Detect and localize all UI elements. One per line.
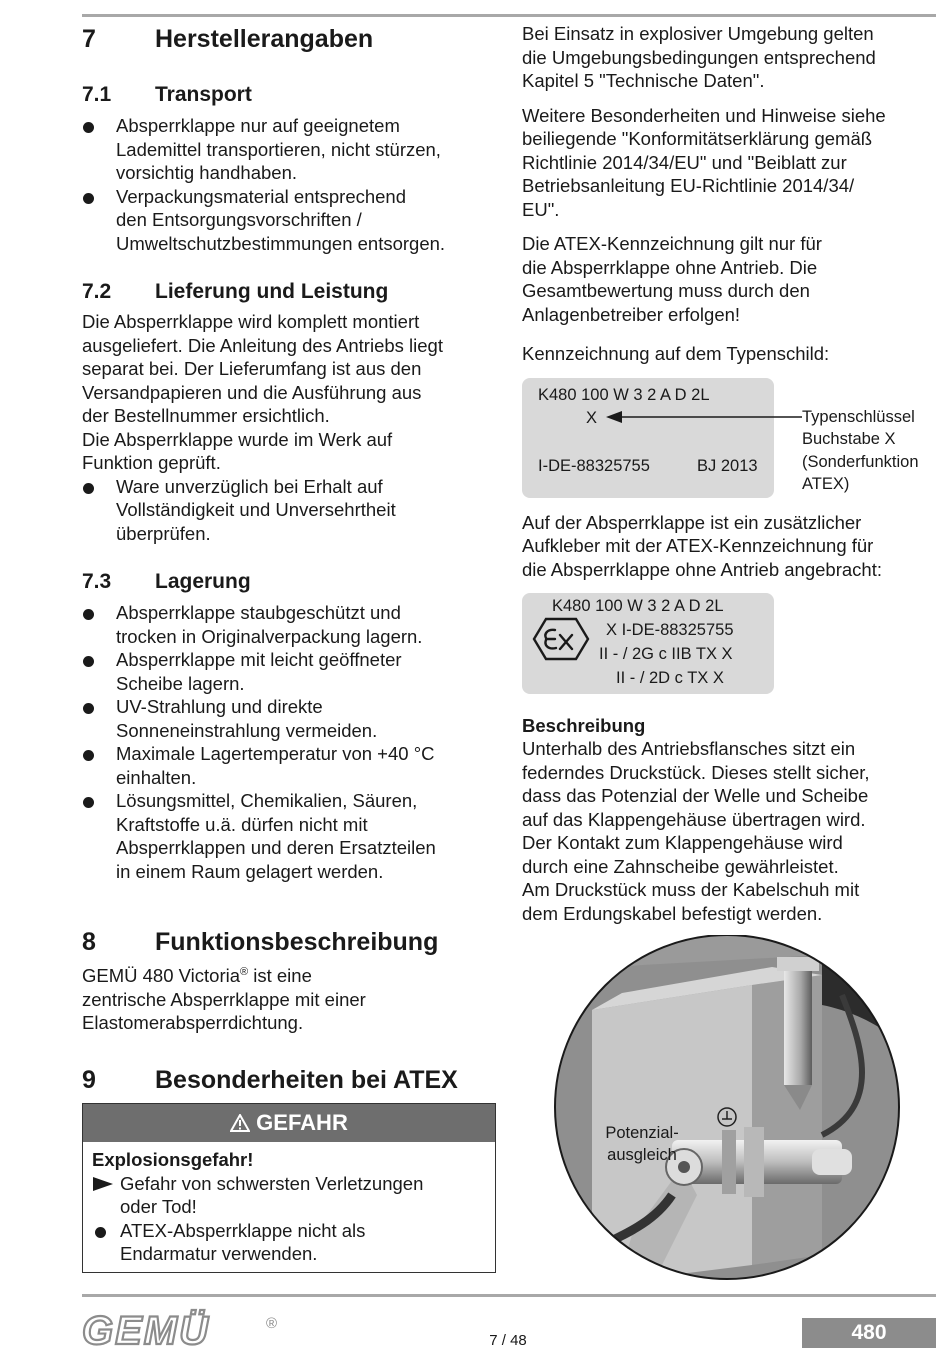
list-item: UV-Strahlung und direkte Sonneneinstrahlung vermeiden. xyxy=(82,695,497,742)
heading-section-8: 8 Funktionsbeschreibung xyxy=(82,928,439,956)
grounding-detail-illustration xyxy=(522,935,936,1285)
footer-rule xyxy=(82,1294,936,1297)
warning-triangle-icon xyxy=(230,1114,250,1132)
ex-hexagon-icon xyxy=(532,617,590,661)
atex-paragraph-2: Weitere Besonderheiten und Hinweise siehe beiliegende "Konformitätserklärung gemäß Richtlinie 2014/34/EU" und "Beiblatt zur Betriebsanleitung EU-Richtlinie 2014/34/ EU". xyxy=(522,104,886,220)
typeplate-code: K480 100 W 3 2 A D 2L xyxy=(538,385,710,404)
sticker-intro: Auf der Absperrklappe ist ein zusätzlicher Aufkleber mit der ATEX-Kennzeichnung für die Absperrklappe ohne Antrieb angebracht: xyxy=(522,511,882,580)
list-item: Absperrklappe staubgeschützt und trocken in Originalverpackung lagern. xyxy=(82,601,497,648)
sticker-line-3: II - / 2G c IIB TX X xyxy=(599,645,733,663)
product-badge: 480 xyxy=(802,1318,936,1348)
storage-list xyxy=(82,601,497,883)
danger-title: Explosionsgefahr! xyxy=(92,1148,254,1170)
left-column xyxy=(82,18,497,1273)
callout-arrow-icon xyxy=(606,410,806,424)
typeplate-figure xyxy=(522,378,936,502)
sticker-line-1: K480 100 W 3 2 A D 2L xyxy=(552,597,724,615)
typeplate-callout: Typenschlüssel Buchstabe X (Sonderfunktion ATEX) xyxy=(802,407,919,493)
list-item: Lösungsmittel, Chemikalien, Säuren, Kraftstoffe u.ä. dürfen nicht mit Absperrklappen und deren Ersatzteilen in einem Raum gelagert werden. xyxy=(82,789,497,883)
sticker-line-4: II - / 2D c TX X xyxy=(616,669,724,687)
right-column xyxy=(522,22,936,925)
description-text: Unterhalb des Antriebsflansches sitzt ein federndes Druckstück. Dieses stellt sicher, dass das Potenzial der Welle und Scheibe auf das Klappengehäuse übertragen wird. Der Kontakt zum Klappengehäuse wird durch eine Zahnscheibe gewährleistet. Am Druckstück muss der Kabelschuh mit dem Erdungskabel befestigt werden. xyxy=(522,738,870,924)
danger-header: GEFAHR xyxy=(83,1104,495,1142)
list-item: Absperrklappe mit leicht geöffneter Scheibe lagern. xyxy=(82,648,497,695)
list-item: Verpackungsmaterial entsprechend den Entsorgungsvorschriften / Umweltschutzbestimmungen entsorgen. xyxy=(82,185,497,256)
danger-consequence: Gefahr von schwersten Verletzungen oder Tod! xyxy=(92,1172,485,1219)
atex-paragraph-1: Bei Einsatz in explosiver Umgebung gelten die Umgebungsbedingungen entsprechend Kapitel 5 "Technische Daten". xyxy=(522,23,876,91)
logo-reg: ® xyxy=(266,1315,278,1332)
danger-box xyxy=(82,1103,496,1273)
atex-paragraph-3: Die ATEX-Kennzeichnung gilt nur für die Absperrklappe ohne Antrieb. Die Gesamtbewertung muss durch den Anlagenbetreiber erfolgen! xyxy=(522,233,822,325)
typeplate-box xyxy=(522,378,774,498)
typeplate-intro: Kennzeichnung auf dem Typenschild: xyxy=(522,343,830,364)
danger-action: ATEX-Absperrklappe nicht als Endarmatur verwenden. xyxy=(92,1219,485,1266)
heading-section-7: 7 Herstellerangaben xyxy=(82,25,374,53)
logo-text: GEMÜ xyxy=(82,1309,210,1350)
heading-section-7-2: 7.2 Lieferung und Leistung xyxy=(82,280,389,303)
heading-section-7-1: 7.1 Transport xyxy=(82,83,252,106)
gemu-logo xyxy=(82,1308,292,1350)
list-item: Absperrklappe nur auf geeignetem Lademittel transportieren, nicht stürzen, vorsichtig handhaben. xyxy=(82,114,497,185)
typeplate-letter: X xyxy=(586,408,598,427)
danger-body xyxy=(83,1142,495,1272)
heading-section-7-3: 7.3 Lagerung xyxy=(82,570,251,593)
page-number: 7 / 48 xyxy=(489,1332,527,1349)
figure-label-potential-equalisation: Potenzial- ausgleich xyxy=(605,1124,679,1164)
list-item: Maximale Lagertemperatur von +40 °C einhalten. xyxy=(82,742,497,789)
transport-list xyxy=(82,114,497,255)
delivery-list xyxy=(82,475,497,546)
list-item: Ware unverzüglich bei Erhalt auf Vollständigkeit und Unversehrtheit überprüfen. xyxy=(82,475,497,546)
typeplate-cert: I-DE-88325755 xyxy=(538,456,650,475)
function-text: GEMÜ 480 Victoria® ist eine zentrische Absperrklappe mit einer Elastomerabsperrdichtung. xyxy=(82,965,366,1034)
sticker-line-2: X I-DE-88325755 xyxy=(606,621,734,639)
top-rule xyxy=(82,14,936,17)
delivery-text: Die Absperrklappe wird komplett montiert ausgeliefert. Die Anleitung des Antriebs liegt separat bei. Der Lieferumfang ist aus den Versandpapieren und die Ausführung aus der Bestellnummer ersichtlich. Die Absperrklappe wurde im Werk auf Funktion geprüft. xyxy=(82,311,443,473)
atex-sticker xyxy=(522,593,774,694)
heading-section-9: 9 Besonderheiten bei ATEX xyxy=(82,1065,458,1094)
typeplate-year: BJ 2013 xyxy=(697,456,758,475)
description-title: Beschreibung xyxy=(522,715,646,736)
